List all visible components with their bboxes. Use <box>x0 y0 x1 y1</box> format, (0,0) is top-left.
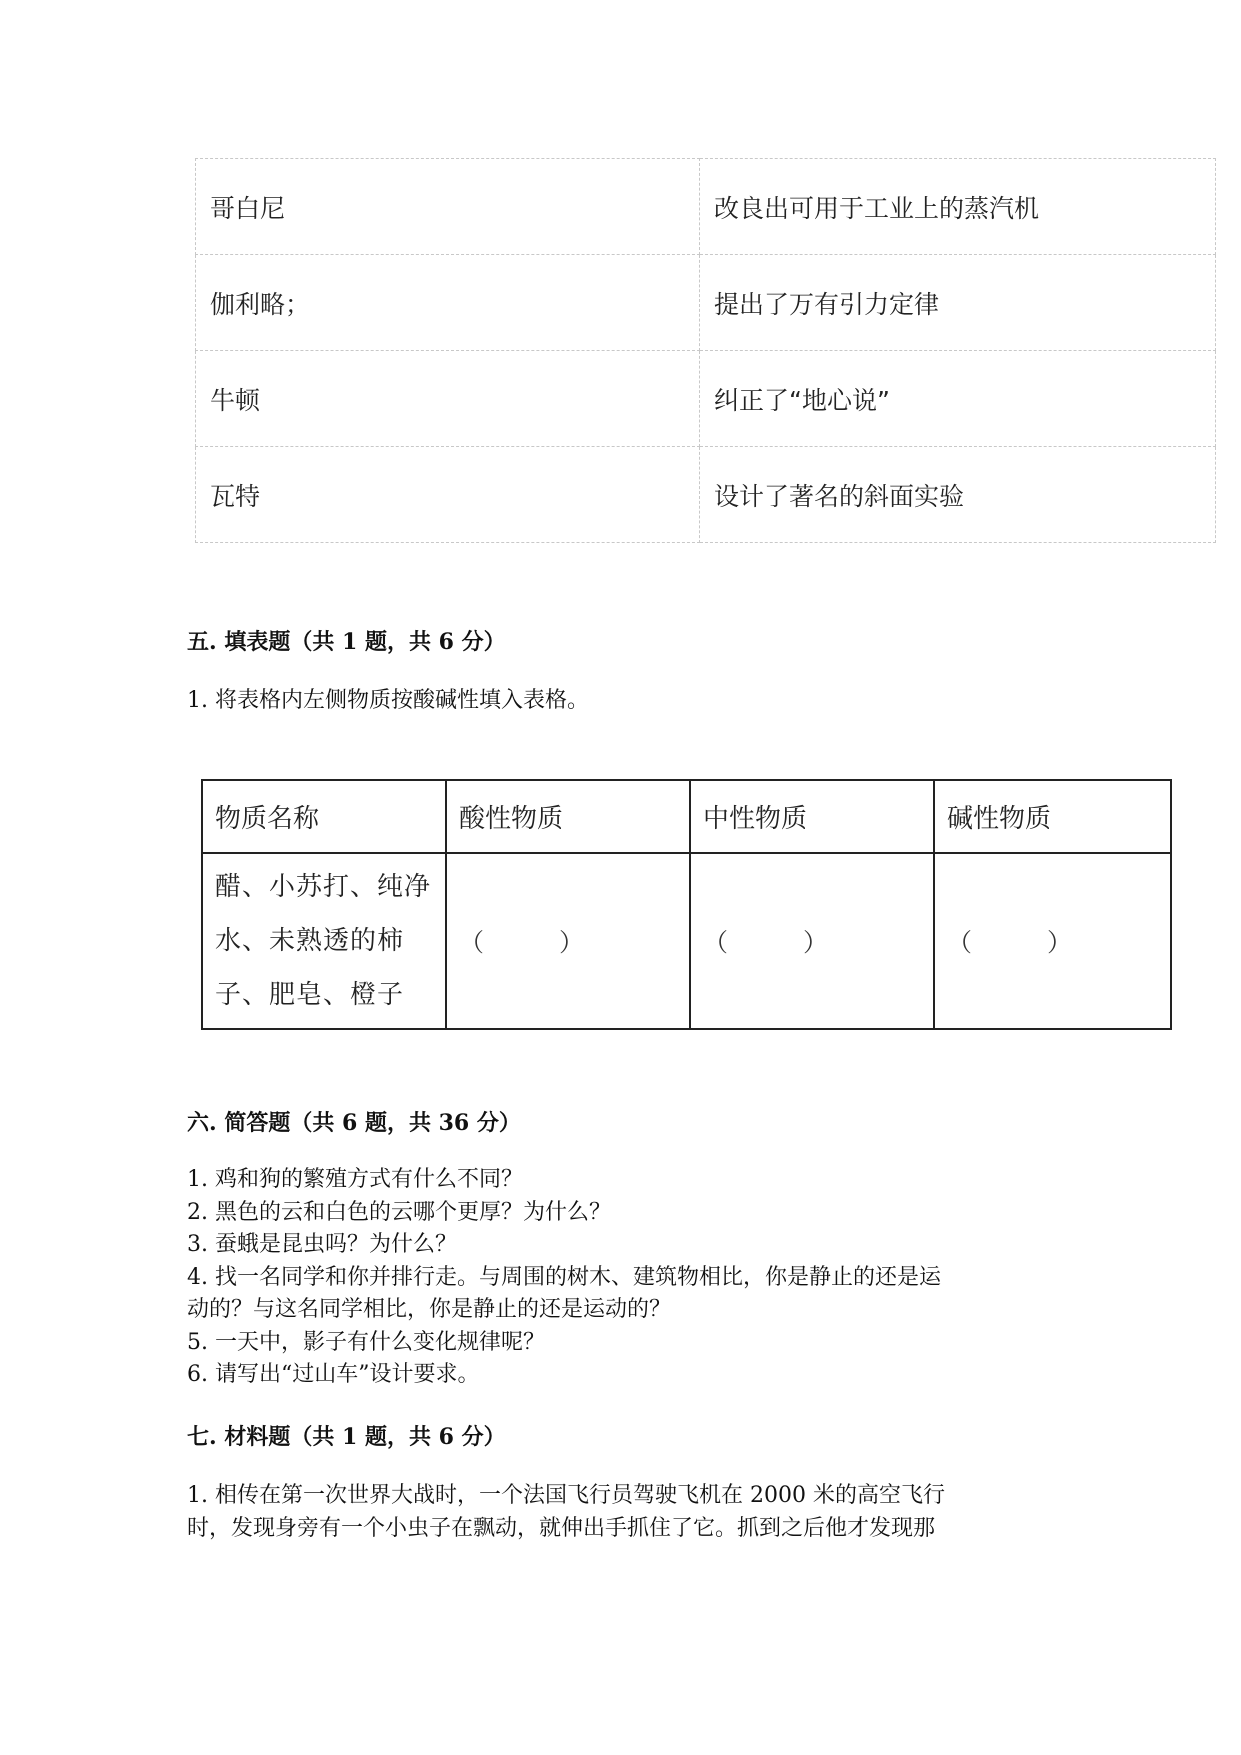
substances-line: 水、未熟透的柿 <box>215 926 405 956</box>
section-5-question: 1. 将表格内左侧物质按酸碱性填入表格。 <box>187 688 589 713</box>
acid-base-table <box>201 779 1172 1030</box>
table-row <box>196 255 1216 351</box>
table-header-row <box>202 780 1171 853</box>
header-neutral: 中性物质 <box>690 780 934 853</box>
list-item: 6. 请写出“过山车”设计要求。 <box>187 1362 480 1387</box>
section-5-title: 五. 填表题（共 1 题，共 6 分） <box>187 629 506 655</box>
alkaline-answer-blank[interactable]: （ ） <box>934 853 1171 1029</box>
match-right-cell: 改良出可用于工业上的蒸汽机 <box>700 159 1216 255</box>
list-item: 5. 一天中，影子有什么变化规律呢？ <box>187 1329 545 1355</box>
header-substance-name: 物质名称 <box>202 780 446 853</box>
match-left-cell: 哥白尼 <box>196 159 700 255</box>
passage-line: 1. 相传在第一次世界大战时，一个法国飞行员驾驶飞机在 2000 米的高空飞行 <box>187 1483 945 1508</box>
list-item: 1. 鸡和狗的繁殖方式有什么不同？ <box>187 1167 523 1192</box>
matching-table <box>195 158 1216 543</box>
list-item: 2. 黑色的云和白色的云哪个更厚？为什么？ <box>187 1199 611 1225</box>
material-passage <box>187 1480 945 1545</box>
header-alkaline: 碱性物质 <box>934 780 1171 853</box>
match-right-cell: 设计了著名的斜面实验 <box>700 447 1216 543</box>
short-answer-list <box>187 1164 941 1392</box>
header-acidic: 酸性物质 <box>446 780 690 853</box>
acidic-answer-blank[interactable]: （ ） <box>446 853 690 1029</box>
table-row <box>196 351 1216 447</box>
table-row <box>202 853 1171 1029</box>
match-left-cell: 牛顿 <box>196 351 700 447</box>
passage-line: 时，发现身旁有一个小虫子在飘动，就伸出手抓住了它。抓到之后他才发现那 <box>187 1515 936 1541</box>
match-left-cell: 伽利略； <box>196 255 700 351</box>
neutral-answer-blank[interactable]: （ ） <box>690 853 934 1029</box>
substances-cell <box>202 853 446 1029</box>
match-left-cell: 瓦特 <box>196 447 700 543</box>
table-row <box>196 447 1216 543</box>
match-right-cell: 提出了万有引力定律 <box>700 255 1216 351</box>
match-right-cell: 纠正了“地心说” <box>700 351 1216 447</box>
substances-line: 醋、小苏打、纯净 <box>215 872 432 902</box>
table-row <box>196 159 1216 255</box>
substances-line: 子、肥皂、橙子 <box>215 980 405 1010</box>
list-item: 动的？与这名同学相比，你是静止的还是运动的？ <box>187 1297 672 1322</box>
list-item: 3. 蚕蛾是昆虫吗？为什么？ <box>187 1232 457 1257</box>
section-6-title: 六. 简答题（共 6 题，共 36 分） <box>187 1110 521 1136</box>
list-item: 4. 找一名同学和你并排行走。与周围的树木、建筑物相比，你是静止的还是运 <box>187 1264 941 1290</box>
section-7-title: 七. 材料题（共 1 题，共 6 分） <box>187 1424 506 1450</box>
